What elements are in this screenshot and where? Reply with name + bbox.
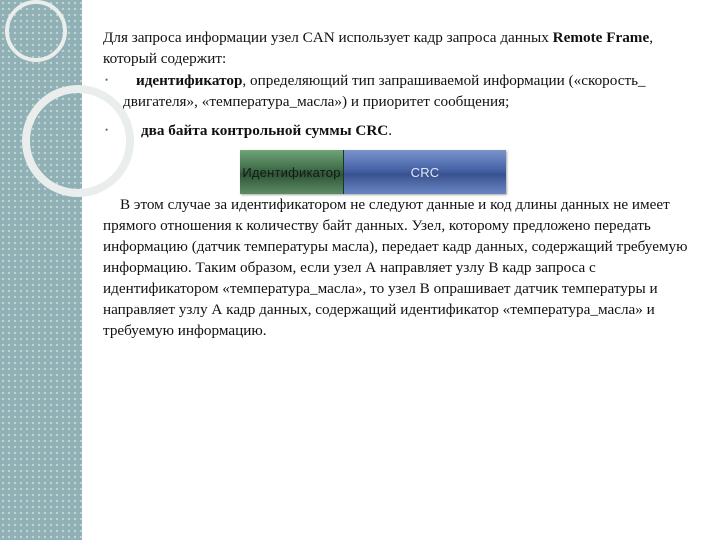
bullet-dot-icon: • [105, 125, 109, 135]
bullet-item-crc [103, 120, 688, 141]
intro-paragraph [103, 27, 688, 69]
bullet-text [123, 120, 688, 141]
body-paragraph: В этом случае за идентификатором не следуют данные и код длины данных не имеет прямого отношения к количеству байт данных. Узел, которому предложено передать информацию (датчик температуры масла), передает кадр данных, содержащий требуемую информацию. Таким образом, если узел А направляет узлу В кадр запроса с идентификатором «температура_масла», то узел В опрашивает датчик температуры и направляет узлу А кадр данных, содержащий идентификатор «температура_масла» и требуемую информацию. [103, 196, 688, 339]
bullet-text [123, 70, 688, 112]
frame-field-crc: CRC [344, 150, 506, 194]
decorative-side-strip [0, 0, 82, 540]
bullet-item-identifier [103, 70, 688, 112]
slide-content [103, 27, 688, 341]
frame-field-identifier: Идентификатор [240, 150, 344, 194]
intro-text-start: Для запроса информации узел CAN использует кадр запроса данных [103, 29, 553, 46]
decorative-ring-small [5, 0, 67, 62]
bullet-bold-term: идентификатор [136, 72, 243, 89]
remote-frame-diagram [240, 150, 506, 194]
bullet-dot-icon: • [105, 75, 109, 85]
intro-bold-term: Remote Frame [552, 29, 650, 46]
intro-text-end: , который содержит: [103, 29, 653, 67]
bullet-description: . [388, 122, 393, 139]
bullet-bold-term: два байта контрольной суммы CRC [141, 122, 389, 139]
bullet-description: , определяющий тип запрашиваемой информации («скорость_ двигателя», «температура_масла») и приоритет сообщения; [123, 72, 646, 110]
